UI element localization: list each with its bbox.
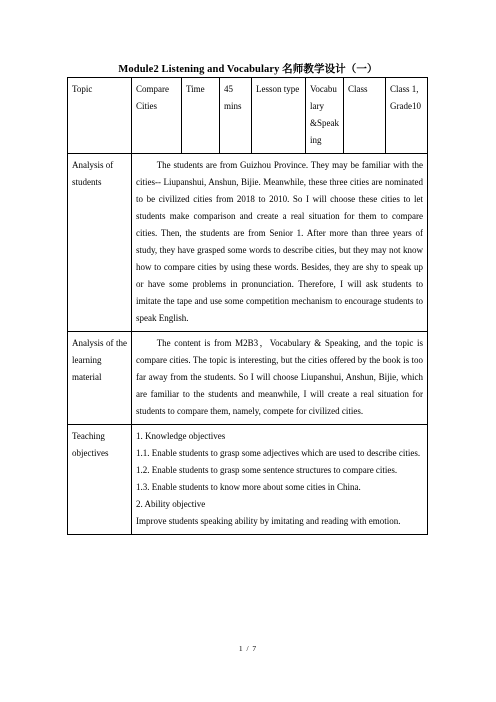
students-label: Analysis of students <box>68 154 132 332</box>
material-text: The content is from M2B3，Vocabulary & Speaking, and the topic is compare cities. The topic is interesting, but the cities offered by the book is too far away from the students. So I will choose Liupanshui, Anshun, Bijie, which are familiar to the students and meanwhile, I will create a real situation for students to compare them, namely, compete for civilized cities. <box>132 332 428 425</box>
objective-item: 1.3. Enable students to know more about some cities in China. <box>136 482 361 492</box>
knowledge-heading: 1. Knowledge objectives <box>136 431 226 441</box>
time-value: 45 mins <box>220 78 252 154</box>
lesson-type-label: Lesson type <box>252 78 306 154</box>
page-number: 1 / 7 <box>238 644 258 653</box>
objectives-content <box>132 425 428 535</box>
page-title: Module2 Listening and Vocabulary 名师教学设计（一） <box>118 64 378 75</box>
lesson-plan-table <box>67 77 428 535</box>
objective-item: 1.1. Enable students to grasp some adjectives which are used to describe cities. <box>136 448 421 458</box>
ability-heading: 2. Ability objective <box>136 499 206 509</box>
students-text: The students are from Guizhou Province. They may be familiar with the cities-- Liupanshui, Anshun, Bijie. Meanwhile, these three cities are nominated to be civilized cities from 2018 to 2010. So I will choose these cities to let students make comparison and create a real situation for them to compare cities. Then, the students are from Senior 1. After more than three years of study, they have grasped some words to describe cities, but they may not know how to compare cities by using these words. Besides, they are shy to speak up or have some problems in pronunciation. Therefore, I will ask students to imitate the tape and use some competition mechanism to encourage students to speak English. <box>132 154 428 332</box>
time-label: Time <box>182 78 220 154</box>
topic-value: Compare Cities <box>132 78 182 154</box>
students-row <box>68 154 428 332</box>
objectives-label: Teaching objectives <box>68 425 132 535</box>
objective-item: 1.2. Enable students to grasp some sentence structures to compare cities. <box>136 465 398 475</box>
lesson-type-value: Vocabulary &Speaking <box>306 78 344 154</box>
header-row <box>68 78 428 154</box>
topic-label: Topic <box>68 78 132 154</box>
ability-text: Improve students speaking ability by imitating and reading with emotion. <box>136 516 401 526</box>
class-value: Class 1, Grade10 <box>386 78 428 154</box>
material-label: Analysis of the learning material <box>68 332 132 425</box>
objectives-row <box>68 425 428 535</box>
class-label: Class <box>344 78 386 154</box>
material-row <box>68 332 428 425</box>
